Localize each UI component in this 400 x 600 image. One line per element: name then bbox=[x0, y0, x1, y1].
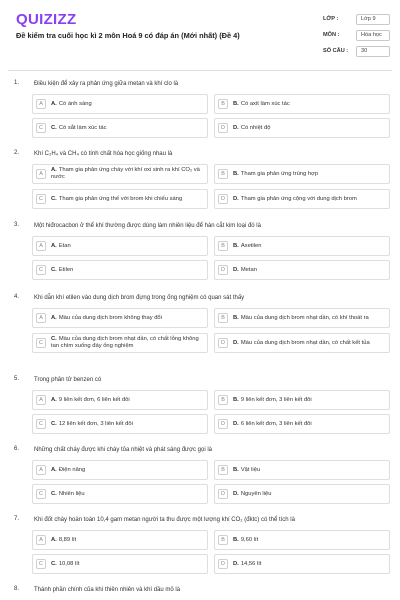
quizizz-logo: QUIZIZZ bbox=[16, 11, 77, 28]
question-text: Trong phân tử benzen có bbox=[34, 377, 102, 383]
answer-option-c[interactable] bbox=[32, 260, 208, 280]
answer-option-b[interactable] bbox=[214, 308, 390, 328]
option-key: B. bbox=[233, 396, 239, 403]
option-key: C. bbox=[51, 124, 57, 131]
option-key: C. bbox=[51, 195, 57, 202]
question-number: 2. bbox=[14, 150, 20, 156]
answer-option-a[interactable] bbox=[32, 530, 208, 550]
option-text bbox=[51, 461, 205, 479]
option-key: A. bbox=[51, 314, 57, 321]
option-text bbox=[51, 334, 205, 352]
option-body: Tham gia phản ứng trùng hợp bbox=[240, 170, 319, 177]
option-letter-badge: A bbox=[36, 395, 46, 405]
option-text bbox=[233, 461, 387, 479]
answer-option-a[interactable] bbox=[32, 94, 208, 114]
option-body: Nguyên liệu bbox=[240, 490, 272, 497]
question-text: Khi dẫn khí etilen vào dung dịch brom đựng trong ống nghiệm có quan sát thấy bbox=[34, 295, 245, 301]
option-key: A. bbox=[51, 100, 57, 107]
option-key: A. bbox=[51, 536, 57, 543]
question-text: Khí C₂H₄ và CH₄ có tính chất hóa học giống nhau là bbox=[34, 151, 173, 157]
answer-option-b[interactable] bbox=[214, 94, 390, 114]
question-text: Thành phần chính của khí thiên nhiên và khí dầu mỏ là bbox=[34, 587, 181, 593]
option-text bbox=[233, 309, 387, 327]
option-body: 8,89 lít bbox=[58, 536, 77, 543]
option-key: A. bbox=[51, 167, 57, 173]
worksheet-title: Đề kiểm tra cuối học kì 2 môn Hoá 9 có đáp án (Mới nhất) (Đề 4) bbox=[16, 31, 240, 40]
option-text bbox=[51, 119, 205, 137]
option-letter-badge: D bbox=[218, 194, 228, 204]
option-text bbox=[51, 415, 205, 433]
option-text bbox=[233, 391, 387, 409]
option-body: Tham gia phản ứng thế với brom khi chiếu sáng bbox=[58, 195, 183, 202]
answer-option-c[interactable] bbox=[32, 333, 208, 353]
option-key: C. bbox=[51, 420, 57, 427]
option-letter-badge: B bbox=[218, 465, 228, 475]
meta-label-count: SỐ CÂU : bbox=[323, 48, 349, 54]
option-text bbox=[51, 190, 205, 208]
option-key: C. bbox=[51, 266, 57, 273]
option-body: 9 liên kết đơn, 6 liên kết đôi bbox=[58, 396, 130, 403]
option-body: 6 liên kết đơn, 3 liên kết đôi bbox=[240, 420, 312, 427]
option-body: Điện năng bbox=[58, 466, 86, 473]
option-text bbox=[51, 95, 205, 113]
option-letter-badge: D bbox=[218, 559, 228, 569]
option-letter-badge: D bbox=[218, 123, 228, 133]
answer-option-c[interactable] bbox=[32, 189, 208, 209]
option-body: Tham gia phản ứng cháy với khí oxi sinh ra khí CO₂ và nước bbox=[51, 167, 200, 180]
option-body: Có sắt làm xúc tác bbox=[58, 124, 107, 131]
question-text: Khi đốt cháy hoàn toàn 10,4 gam metan người ta thu được một lượng khí CO₂ (đktc) có thể tích là bbox=[34, 517, 295, 523]
meta-value-class: Lớp 9 bbox=[356, 14, 390, 25]
option-key: B. bbox=[233, 170, 239, 177]
option-letter-badge: B bbox=[218, 313, 228, 323]
option-text bbox=[51, 261, 205, 279]
option-letter-badge: D bbox=[218, 419, 228, 429]
option-letter-badge: C bbox=[36, 338, 46, 348]
answer-option-d[interactable] bbox=[214, 554, 390, 574]
option-body: 10,08 lít bbox=[58, 560, 80, 567]
option-key: A. bbox=[51, 466, 57, 473]
option-key: B. bbox=[233, 536, 239, 543]
option-key: B. bbox=[233, 100, 239, 107]
answer-option-c[interactable] bbox=[32, 484, 208, 504]
answer-option-b[interactable] bbox=[214, 460, 390, 480]
answer-option-a[interactable] bbox=[32, 236, 208, 256]
option-key: B. bbox=[233, 314, 239, 321]
option-body: Metan bbox=[240, 266, 257, 273]
option-letter-badge: A bbox=[36, 241, 46, 251]
option-body: 9,60 lít bbox=[240, 536, 259, 543]
option-body: Etan bbox=[58, 242, 71, 249]
option-letter-badge: A bbox=[36, 313, 46, 323]
option-key: B. bbox=[233, 242, 239, 249]
option-key: D. bbox=[233, 490, 239, 497]
option-letter-badge: A bbox=[36, 535, 46, 545]
option-key: A. bbox=[51, 396, 57, 403]
option-body: Màu của dung dịch brom nhạt dần, có chất kết tủa bbox=[240, 339, 370, 346]
answer-option-c[interactable] bbox=[32, 554, 208, 574]
option-key: D. bbox=[233, 124, 239, 131]
option-letter-badge: D bbox=[218, 265, 228, 275]
option-text bbox=[51, 309, 205, 327]
option-letter-badge: D bbox=[218, 338, 228, 348]
option-letter-badge: A bbox=[36, 465, 46, 475]
answer-option-d[interactable] bbox=[214, 414, 390, 434]
answer-option-d[interactable] bbox=[214, 484, 390, 504]
option-letter-badge: B bbox=[218, 99, 228, 109]
option-letter-badge: C bbox=[36, 489, 46, 499]
option-letter-badge: A bbox=[36, 169, 46, 179]
option-letter-badge: D bbox=[218, 489, 228, 499]
option-text bbox=[51, 555, 205, 573]
option-key: C. bbox=[51, 336, 57, 342]
option-body: 14,56 lít bbox=[240, 560, 262, 567]
option-body: Có axit làm xúc tác bbox=[240, 100, 290, 107]
header-divider bbox=[8, 70, 392, 71]
option-key: D. bbox=[233, 195, 239, 202]
question-number: 5. bbox=[14, 376, 20, 382]
option-text bbox=[233, 165, 387, 183]
option-letter-badge: C bbox=[36, 265, 46, 275]
option-key: C. bbox=[51, 560, 57, 567]
option-body: Vật liệu bbox=[240, 466, 261, 473]
answer-option-a[interactable] bbox=[32, 390, 208, 410]
option-body: 9 liên kết đơn, 3 liên kết đôi bbox=[240, 396, 312, 403]
option-letter-badge: A bbox=[36, 99, 46, 109]
option-key: D. bbox=[233, 339, 239, 346]
option-text bbox=[233, 485, 387, 503]
meta-label-subject: MÔN : bbox=[323, 32, 340, 38]
option-letter-badge: C bbox=[36, 194, 46, 204]
option-letter-badge: C bbox=[36, 419, 46, 429]
option-letter-badge: B bbox=[218, 241, 228, 251]
answer-option-c[interactable] bbox=[32, 118, 208, 138]
option-key: B. bbox=[233, 466, 239, 473]
option-body: Có ánh sáng bbox=[58, 100, 92, 107]
option-body: Axetilen bbox=[240, 242, 262, 249]
option-text bbox=[233, 95, 387, 113]
option-text bbox=[51, 531, 205, 549]
question-text: Những chất cháy được khi cháy tỏa nhiệt và phát sáng được gọi là bbox=[34, 447, 213, 453]
question-text: Một hiđrocacbon ở thể khí thường được dùng làm nhiên liệu để hàn cắt kim loại đó là bbox=[34, 223, 261, 229]
option-text bbox=[233, 415, 387, 433]
answer-option-b[interactable] bbox=[214, 530, 390, 550]
option-key: D. bbox=[233, 266, 239, 273]
answer-option-b[interactable] bbox=[214, 390, 390, 410]
option-body: Màu của dung dịch brom nhạt dần, có chất lỏng không tan chìm xuống đáy ống nghiệm bbox=[51, 336, 199, 349]
option-body: Tham gia phản ứng cộng với dung dịch brom bbox=[240, 195, 357, 202]
answer-option-d[interactable] bbox=[214, 118, 390, 138]
option-letter-badge: B bbox=[218, 395, 228, 405]
question-number: 3. bbox=[14, 222, 20, 228]
meta-value-subject: Hóa học bbox=[356, 30, 390, 41]
answer-option-b[interactable] bbox=[214, 236, 390, 256]
option-letter-badge: C bbox=[36, 559, 46, 569]
answer-option-d[interactable] bbox=[214, 189, 390, 209]
answer-option-a[interactable] bbox=[32, 164, 208, 184]
option-text bbox=[233, 237, 387, 255]
option-body: Nhiên liệu bbox=[58, 490, 85, 497]
meta-value-count: 30 bbox=[356, 46, 390, 57]
question-number: 8. bbox=[14, 586, 20, 592]
answer-option-a[interactable] bbox=[32, 308, 208, 328]
option-letter-badge: C bbox=[36, 123, 46, 133]
option-text bbox=[233, 190, 387, 208]
option-text bbox=[233, 119, 387, 137]
option-body: 12 liên kết đơn, 3 liên kết đôi bbox=[58, 420, 133, 427]
option-key: D. bbox=[233, 560, 239, 567]
option-text bbox=[233, 555, 387, 573]
option-body: Màu của dung dịch brom không thay đổi bbox=[58, 314, 162, 321]
option-text bbox=[51, 485, 205, 503]
option-text bbox=[233, 334, 387, 352]
answer-option-d[interactable] bbox=[214, 260, 390, 280]
worksheet-header bbox=[0, 0, 400, 70]
option-text bbox=[233, 531, 387, 549]
option-key: C. bbox=[51, 490, 57, 497]
option-body: Màu của dung dịch brom nhạt dần, có khí thoát ra bbox=[240, 314, 369, 321]
option-text bbox=[51, 165, 205, 183]
option-letter-badge: B bbox=[218, 169, 228, 179]
option-letter-badge: B bbox=[218, 535, 228, 545]
question-text: Điều kiện để xảy ra phản ứng giữa metan và khí clo là bbox=[34, 81, 179, 87]
option-body: Etilen bbox=[58, 266, 74, 273]
option-body: Có nhiệt độ bbox=[240, 124, 271, 131]
question-number: 1. bbox=[14, 80, 20, 86]
question-number: 7. bbox=[14, 516, 20, 522]
answer-option-a[interactable] bbox=[32, 460, 208, 480]
answer-option-c[interactable] bbox=[32, 414, 208, 434]
option-key: D. bbox=[233, 420, 239, 427]
option-text bbox=[51, 391, 205, 409]
answer-option-b[interactable] bbox=[214, 164, 390, 184]
option-text bbox=[233, 261, 387, 279]
option-key: A. bbox=[51, 242, 57, 249]
answer-option-d[interactable] bbox=[214, 333, 390, 353]
meta-label-class: LỚP : bbox=[323, 16, 339, 22]
question-number: 4. bbox=[14, 294, 20, 300]
question-number: 6. bbox=[14, 446, 20, 452]
option-text bbox=[51, 237, 205, 255]
